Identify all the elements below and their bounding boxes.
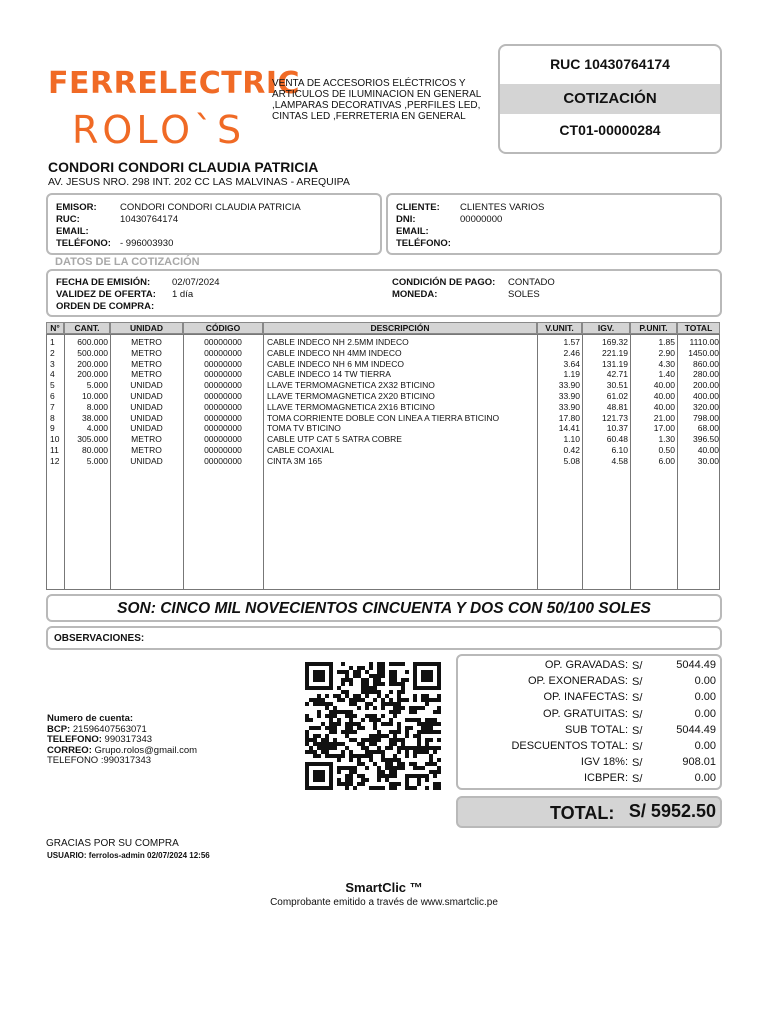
- row-cant: 10.000: [82, 391, 108, 401]
- correo-label: CORREO:: [47, 744, 92, 756]
- totals-value: 908.01: [682, 756, 716, 769]
- row-punit: 21.00: [653, 412, 675, 423]
- totals-value: 0.00: [694, 707, 716, 720]
- row-punit: 40.00: [653, 380, 675, 391]
- tagline-line: VENTA DE ACCESORIOS ELÉCTRICOS Y: [272, 78, 466, 89]
- table-row: [47, 456, 719, 468]
- row-total: 40.00: [697, 445, 719, 455]
- row-codigo: 00000000: [204, 434, 242, 445]
- row-total: 30.00: [697, 455, 719, 466]
- row-vunit: 0.42: [563, 445, 580, 455]
- fecha-value: 02/07/2024: [172, 277, 220, 288]
- row-igv: 60.48: [606, 434, 628, 445]
- row-igv: 10.37: [606, 423, 628, 434]
- moneda-label: MONEDA:: [392, 289, 438, 300]
- row-punit: 0.50: [658, 445, 675, 455]
- tagline-line: ARTICULOS DE ILUMINACION EN GENERAL: [272, 89, 482, 100]
- row-codigo: 00000000: [204, 337, 242, 347]
- header-punit: P.UNIT.: [630, 322, 677, 334]
- datos-section-title: DATOS DE LA COTIZACIÓN: [55, 256, 200, 268]
- row-unidad: METRO: [131, 358, 162, 369]
- header-codigo: CÓDIGO: [183, 322, 263, 334]
- amount-in-words: SON: CINCO MIL NOVECIENTOS CINCUENTA Y DOS CON 50/100 SOLES: [117, 600, 651, 617]
- row-codigo: 00000000: [204, 391, 242, 401]
- company-tagline: [272, 78, 492, 122]
- row-codigo: 00000000: [204, 455, 242, 466]
- row-vunit: 2.46: [563, 347, 580, 358]
- moneda-value: SOLES: [508, 289, 540, 300]
- validez-label: VALIDEZ DE OFERTA:: [56, 289, 156, 300]
- totals-label: OP. EXONERADAS:: [527, 675, 628, 688]
- row-codigo: 00000000: [204, 445, 242, 455]
- datos-box: [46, 269, 722, 317]
- row-total: 1450.00: [688, 347, 719, 358]
- row-igv: 61.02: [606, 391, 628, 401]
- items-table-body: [46, 334, 720, 590]
- row-unidad: UNIDAD: [130, 412, 163, 423]
- totals-currency: S/: [632, 676, 643, 689]
- row-cant: 600.000: [77, 337, 108, 347]
- row-cant: 5.000: [86, 455, 108, 466]
- totals-label: OP. INAFECTAS:: [543, 691, 628, 704]
- row-cant: 4.000: [86, 423, 108, 434]
- tagline-line: ,LAMPARAS DECORATIVAS ,PERFILES LED,: [272, 100, 481, 111]
- bcp-label: BCP:: [47, 723, 71, 735]
- totals-label: DESCUENTOS TOTAL:: [511, 740, 628, 752]
- row-descripcion: LLAVE TERMOMAGNETICA 2X32 BTICINO: [267, 380, 435, 391]
- row-igv: 169.32: [602, 337, 628, 347]
- row-punit: 4.30: [658, 358, 675, 369]
- row-igv: 4.58: [611, 455, 628, 466]
- totals-value: 0.00: [694, 675, 716, 688]
- user-stamp: USUARIO: ferrolos-admin 02/07/2024 12:56: [47, 851, 210, 860]
- emisor-value: CONDORI CONDORI CLAUDIA PATRICIA: [120, 202, 301, 213]
- doc-ruc: RUC 10430764174: [550, 56, 670, 72]
- totals-currency: S/: [632, 660, 643, 672]
- row-punit: 1.30: [658, 434, 675, 445]
- cliente-label: CLIENTE:: [396, 202, 440, 213]
- row-descripcion: CABLE INDECO 14 TW TIERRA: [267, 369, 391, 380]
- items-table-header: [46, 322, 720, 334]
- qr-code: [305, 662, 441, 790]
- row-codigo: 00000000: [204, 412, 242, 423]
- row-codigo: 00000000: [204, 401, 242, 412]
- row-vunit: 5.08: [563, 455, 580, 466]
- header-descripcion: DESCRIPCIÓN: [263, 322, 537, 334]
- totals-label: IGV 18%:: [580, 756, 628, 769]
- doc-number: CT01-00000284: [559, 122, 661, 138]
- smartclic-brand: SmartClic ™: [345, 880, 423, 895]
- tagline-line: CINTAS LED ,FERRETERIA EN GENERAL: [272, 111, 466, 122]
- orden-label: ORDEN DE COMPRA:: [56, 301, 155, 312]
- row-n: 10: [50, 434, 60, 445]
- row-unidad: UNIDAD: [130, 401, 163, 412]
- emitido-text: Comprobante emitido a través de www.smartclic.pe: [270, 897, 498, 908]
- row-codigo: 00000000: [204, 358, 242, 369]
- row-vunit: 1.57: [563, 337, 580, 347]
- row-codigo: 00000000: [204, 423, 242, 434]
- row-unidad: UNIDAD: [130, 391, 163, 401]
- totals-currency: S/: [632, 692, 643, 705]
- row-total: 396.50: [693, 434, 719, 445]
- thanks-text: GRACIAS POR SU COMPRA: [46, 838, 179, 849]
- cliente-dni-label: DNI:: [396, 214, 416, 225]
- telefono-value: 990317343: [104, 734, 153, 745]
- totals-label: OP. GRAVADAS:: [544, 659, 628, 671]
- row-vunit: 14.41: [558, 423, 580, 434]
- company-name: CONDORI CONDORI CLAUDIA PATRICIA: [48, 159, 319, 175]
- totals-currency: S/: [632, 773, 643, 786]
- totals-label: SUB TOTAL:: [565, 723, 628, 736]
- row-cant: 500.000: [77, 347, 108, 358]
- header-n: N°: [46, 322, 64, 334]
- correo-value: Grupo.rolos@gmail.com: [94, 744, 198, 756]
- header-cant: CANT.: [64, 322, 110, 334]
- totals-value: 0.00: [694, 740, 716, 752]
- totals-currency: S/: [632, 741, 643, 753]
- row-total: 798.00: [693, 412, 719, 423]
- payment-telefono2: TELEFONO :990317343: [47, 755, 152, 766]
- row-n: 4: [50, 369, 55, 380]
- row-n: 2: [50, 347, 55, 358]
- totals-value: 5044.49: [676, 659, 716, 671]
- row-descripcion: CABLE UTP CAT 5 SATRA COBRE: [267, 434, 402, 445]
- row-descripcion: CABLE INDECO NH 2.5MM INDECO: [267, 337, 409, 347]
- row-total: 320.00: [693, 401, 719, 412]
- row-n: 3: [50, 358, 55, 369]
- row-descripcion: CABLE COAXIAL: [267, 445, 335, 455]
- row-codigo: 00000000: [204, 347, 242, 358]
- grand-total-box: [456, 796, 722, 828]
- payment-info: [47, 714, 197, 767]
- row-vunit: 33.90: [558, 380, 580, 391]
- cliente-value: CLIENTES VARIOS: [460, 202, 545, 213]
- totals-currency: S/: [632, 757, 643, 770]
- grand-total-label: TOTAL:: [550, 803, 615, 823]
- row-unidad: METRO: [131, 369, 162, 380]
- header-igv: IGV.: [582, 322, 630, 334]
- row-cant: 200.000: [77, 358, 108, 369]
- row-unidad: UNIDAD: [130, 423, 163, 434]
- emisor-telefono-value: - 996003930: [120, 238, 174, 249]
- bcp-value: 21596407563071: [72, 723, 147, 735]
- row-descripcion: CINTA 3M 165: [267, 455, 323, 466]
- row-n: 11: [50, 445, 59, 455]
- totals-currency: S/: [632, 708, 643, 721]
- row-cant: 200.000: [77, 369, 108, 380]
- row-unidad: METRO: [131, 347, 162, 358]
- row-cant: 5.000: [86, 380, 108, 391]
- row-unidad: UNIDAD: [130, 380, 163, 391]
- row-descripcion: TOMA TV BTICINO: [267, 423, 341, 434]
- grand-total-value: S/ 5952.50: [628, 801, 716, 821]
- row-codigo: 00000000: [204, 369, 242, 380]
- row-n: 1: [50, 337, 55, 347]
- totals-value: 0.00: [694, 691, 716, 704]
- row-igv: 121.73: [602, 412, 628, 423]
- emisor-box: [46, 193, 382, 255]
- row-vunit: 1.19: [563, 369, 580, 380]
- row-unidad: METRO: [131, 445, 162, 455]
- row-punit: 1.40: [658, 369, 675, 380]
- row-punit: 40.00: [653, 391, 675, 401]
- row-vunit: 3.64: [563, 358, 580, 369]
- row-cant: 38.000: [82, 412, 108, 423]
- emisor-ruc-label: RUC:: [56, 214, 80, 225]
- cliente-dni-value: 00000000: [460, 214, 503, 225]
- totals-box: [456, 654, 722, 790]
- row-igv: 6.10: [611, 445, 628, 455]
- row-total: 280.00: [693, 369, 719, 380]
- row-n: 8: [50, 412, 55, 423]
- header-total: TOTAL: [677, 322, 720, 334]
- row-cant: 8.000: [86, 401, 108, 412]
- row-codigo: 00000000: [204, 380, 242, 391]
- row-unidad: METRO: [131, 434, 162, 445]
- header-unidad: UNIDAD: [110, 322, 183, 334]
- observaciones-box: [46, 626, 722, 650]
- brand-logo-bottom: ROLO`S: [72, 108, 246, 152]
- row-total: 860.00: [693, 358, 719, 369]
- totals-currency: S/: [632, 724, 643, 737]
- document-id-box: [498, 44, 722, 154]
- row-punit: 1.85: [658, 337, 675, 347]
- row-total: 400.00: [693, 391, 719, 401]
- row-n: 6: [50, 391, 55, 401]
- emisor-ruc-value: 10430764174: [120, 214, 179, 225]
- row-cant: 80.000: [82, 445, 108, 455]
- row-igv: 30.51: [606, 380, 628, 391]
- telefono-label: TELEFONO:: [47, 734, 102, 745]
- row-unidad: UNIDAD: [130, 455, 163, 466]
- row-descripcion: TOMA CORRIENTE DOBLE CON LINEA A TIERRA BTICINO: [267, 412, 500, 423]
- row-cant: 305.000: [77, 434, 108, 445]
- amount-in-words-box: [46, 594, 722, 622]
- row-total: 200.00: [693, 380, 719, 391]
- condicion-label: CONDICIÓN DE PAGO:: [392, 277, 496, 288]
- row-punit: 40.00: [653, 401, 675, 412]
- doc-type: COTIZACIÓN: [500, 84, 720, 114]
- row-n: 12: [50, 455, 60, 466]
- row-igv: 221.19: [602, 347, 628, 358]
- row-descripcion: CABLE INDECO NH 4MM INDECO: [267, 347, 402, 358]
- row-vunit: 1.10: [563, 434, 580, 445]
- row-descripcion: LLAVE TERMOMAGNETICA 2X20 BTICINO: [267, 391, 435, 401]
- totals-value: 0.00: [694, 772, 716, 785]
- row-n: 9: [50, 423, 55, 434]
- totals-value: 5044.49: [676, 723, 716, 736]
- row-total: 68.00: [697, 423, 719, 434]
- row-vunit: 33.90: [558, 401, 580, 412]
- row-total: 1110.00: [689, 337, 719, 347]
- fecha-label: FECHA DE EMISIÓN:: [56, 277, 151, 288]
- condicion-value: CONTADO: [508, 277, 555, 288]
- row-descripcion: CABLE INDECO NH 6 MM INDECO: [267, 358, 404, 369]
- totals-label: ICBPER:: [583, 772, 628, 785]
- row-n: 5: [50, 380, 55, 391]
- emisor-email-label: EMAIL:: [56, 226, 89, 237]
- row-vunit: 17.80: [558, 412, 580, 423]
- validez-value: 1 día: [172, 289, 194, 300]
- cliente-email-label: EMAIL:: [396, 226, 429, 237]
- emisor-label: EMISOR:: [56, 202, 97, 213]
- brand-logo-top: FERRELECTRIC: [48, 66, 301, 101]
- header-vunit: V.UNIT.: [537, 322, 582, 334]
- company-address: AV. JESUS NRO. 298 INT. 202 CC LAS MALVINAS - AREQUIPA: [48, 176, 350, 188]
- cliente-telefono-label: TELÉFONO:: [396, 238, 451, 249]
- cliente-box: [386, 193, 722, 255]
- row-igv: 42.71: [606, 369, 628, 380]
- row-unidad: METRO: [131, 337, 162, 347]
- row-descripcion: LLAVE TERMOMAGNETICA 2X16 BTICINO: [267, 401, 435, 412]
- row-n: 7: [50, 401, 55, 412]
- observaciones-label: OBSERVACIONES:: [54, 633, 145, 644]
- row-punit: 2.90: [658, 347, 675, 358]
- row-igv: 131.19: [602, 358, 628, 369]
- emisor-telefono-label: TELÉFONO:: [56, 238, 111, 249]
- row-igv: 48.81: [606, 401, 628, 412]
- totals-label: OP. GRATUITAS:: [543, 707, 628, 720]
- row-vunit: 33.90: [558, 391, 580, 401]
- row-punit: 6.00: [658, 455, 675, 466]
- payment-title: Numero de cuenta:: [47, 713, 134, 724]
- row-punit: 17.00: [653, 423, 675, 434]
